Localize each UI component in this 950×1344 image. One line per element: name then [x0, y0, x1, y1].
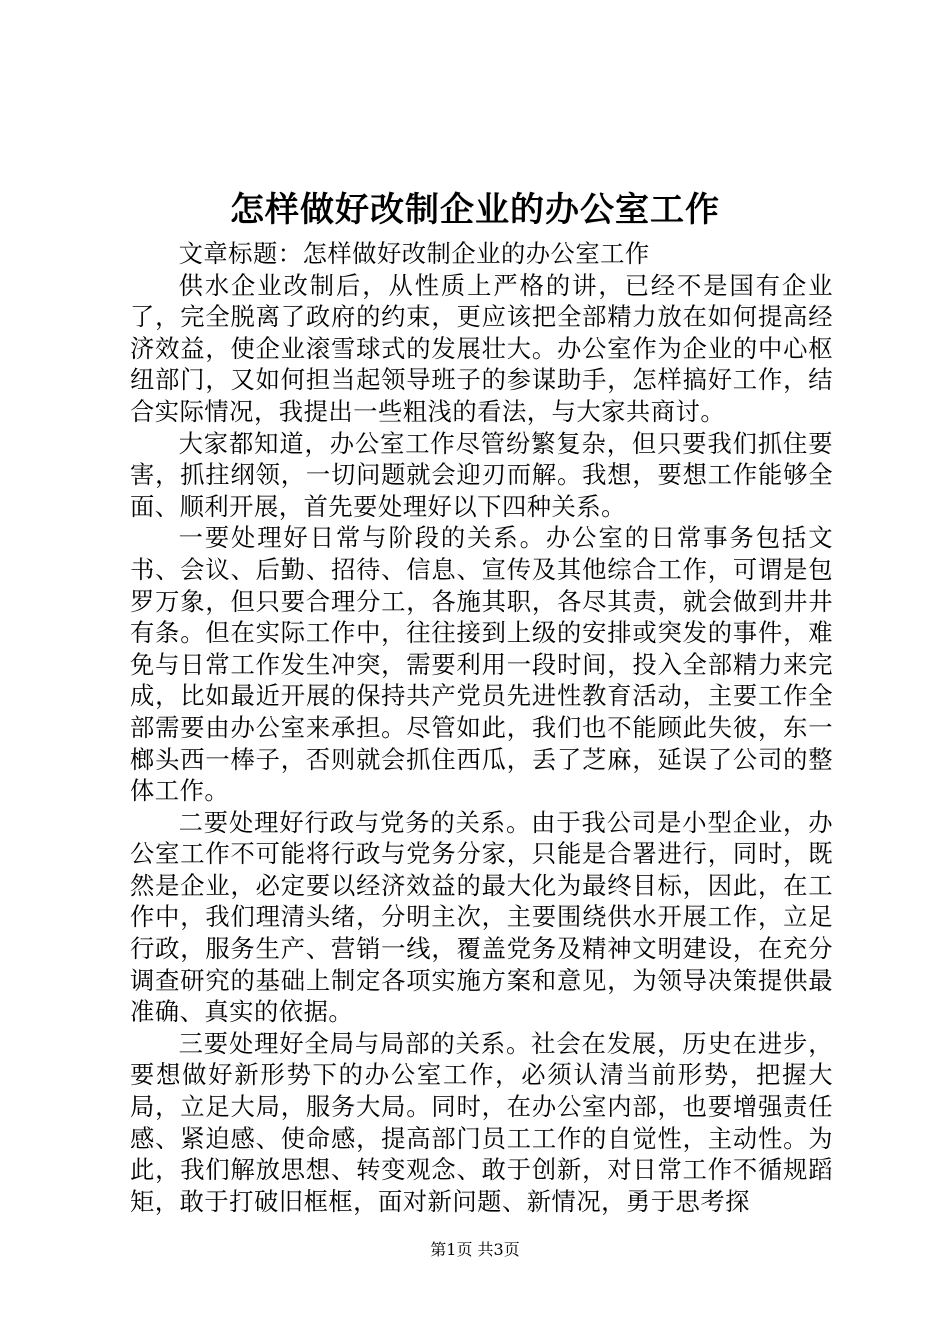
page-footer [0, 1238, 950, 1262]
paragraph: 三要处理好全局与局部的关系。社会在发展，历史在进步，要想做好新形势下的办公室工作，必须认清当前形势，把握大局，立足大局，服务大局。同时，在办公室内部，也要增强责任感、紧迫感、使命感，提高部门员工工作的自觉性，主动性。为此，我们解放思想、转变观念、敢于创新，对日常工作不循规蹈矩，敢于打破旧框框，面对新问题、新情况，勇于思考探 [130, 1028, 833, 1216]
paragraph: 一要处理好日常与阶段的关系。办公室的日常事务包括文书、会议、后勤、招待、信息、宣传及其他综合工作，可谓是包罗万象，但只要合理分工，各施其职，各尽其责，就会做到井井有条。但在实际工作中，往往接到上级的安排或突发的事件，难免与日常工作发生冲突，需要利用一段时间，投入全部精力来完成，比如最近开展的保持共产党员先进性教育活动，主要工作全部需要由办公室来承担。尽管如此，我们也不能顾此失彼，东一榔头西一棒子，否则就会抓住西瓜，丢了芝麻，延误了公司的整体工作。 [130, 523, 833, 806]
document-body [130, 238, 833, 1217]
paragraph: 供水企业改制后，从性质上严格的讲，已经不是国有企业了，完全脱离了政府的约束，更应该把全部精力放在如何提高经济效益，使企业滚雪球式的发展壮大。办公室作为企业的中心枢纽部门，又如何担当起领导班子的参谋助手，怎样搞好工作，结合实际情况，我提出一些粗浅的看法，与大家共商讨。 [130, 270, 833, 426]
page-number: 第1页 [430, 1240, 473, 1259]
page-total: 共3页 [477, 1240, 520, 1259]
paragraph: 二要处理好行政与党务的关系。由于我公司是小型企业，办公室工作不可能将行政与党务分家，只能是合署进行，同时，既然是企业，必定要以经济效益的最大化为最终目标，因此，在工作中，我们理清头绪，分明主次，主要围绕供水开展工作，立足行政，服务生产、营销一线，覆盖党务及精神文明建设，在充分调查研究的基础上制定各项实施方案和意见，为领导决策提供最准确、真实的依据。 [130, 807, 833, 1027]
paragraph-article-heading: 文章标题：怎样做好改制企业的办公室工作 [178, 239, 650, 268]
paragraph: 大家都知道，办公室工作尽管纷繁复杂，但只要我们抓住要害，抓拄纲领，一切问题就会迎刃而解。我想，要想工作能够全面、顺利开展，首先要处理好以下四种关系。 [130, 428, 833, 521]
document-title: 怎样做好改制企业的办公室工作 [230, 190, 720, 230]
